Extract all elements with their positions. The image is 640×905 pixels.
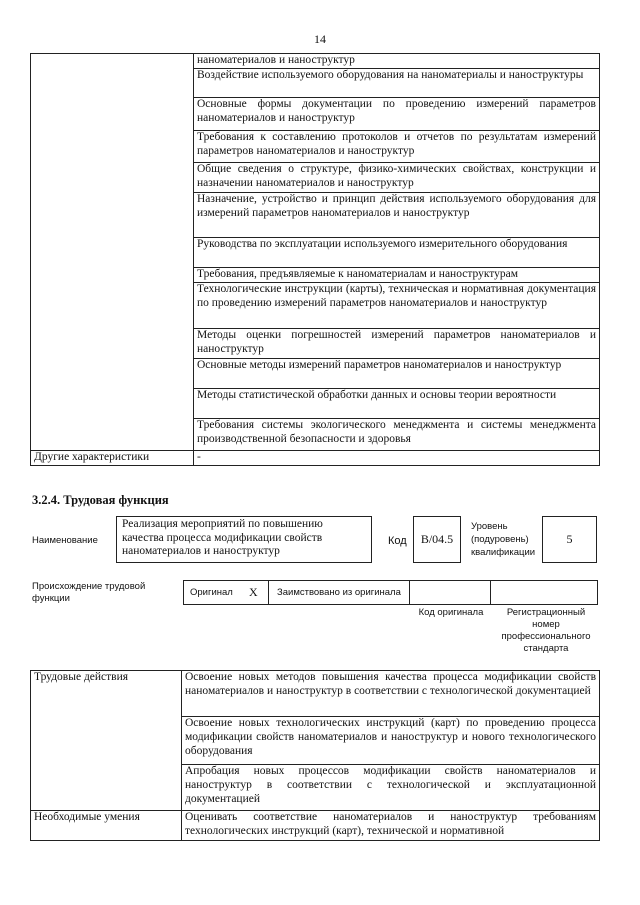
knowledge-item: наноматериалов и наноструктур xyxy=(194,54,600,69)
knowledge-item: Руководства по эксплуатации используемого измерительного оборудования xyxy=(194,237,600,267)
other-characteristics-label: Другие характеристики xyxy=(31,450,194,465)
skill-item: Оценивать соответствие наноматериалов и наноструктур требованиям технологических инструкций (карт), технической и нормативной xyxy=(182,811,600,841)
knowledge-item: Требования, предъявляемые к наноматериалам и наноструктурам xyxy=(194,267,600,282)
knowledge-item: Назначение, устройство и принцип действия используемого оборудования для измерений параметров наноматериалов и наноструктур xyxy=(194,192,600,237)
actions-label: Трудовые действия xyxy=(31,671,182,811)
borrowed-box xyxy=(268,580,410,605)
knowledge-item: Воздействие используемого оборудования на наноматериалы и наноструктуры xyxy=(194,68,600,97)
page-number: 14 xyxy=(314,32,326,46)
borrowed-label: Заимствовано из оригинала xyxy=(277,587,401,598)
level-value-box: 5 xyxy=(542,516,597,563)
function-name-box: Реализация мероприятий по повышению качества процесса модификации свойств наноматериалов и наноструктур xyxy=(116,516,372,563)
name-label: Наименование xyxy=(32,535,98,546)
actions-table xyxy=(30,670,600,841)
action-item: Освоение новых технологических инструкций (карт) по проведению процесса модификации свойств наноматериалов и наноструктур и нового технологического оборудования xyxy=(182,717,600,765)
knowledge-item: Методы статистической обработки данных и основы теории вероятности xyxy=(194,388,600,418)
knowledge-item: Основные формы документации по проведению измерений параметров наноматериалов и наноструктур xyxy=(194,97,600,130)
knowledge-item: Технологические инструкции (карты), техническая и нормативная документация по проведению измерений параметров наноматериалов и наноструктур xyxy=(194,282,600,328)
original-mark: X xyxy=(249,585,258,599)
origin-label: Происхождение трудовой функции xyxy=(32,581,146,604)
knowledge-item: Требования к составлению протоколов и отчетов по результатам измерений параметров наноматериалов и наноструктур xyxy=(194,130,600,162)
action-item: Апробация новых процессов модификации свойств наноматериалов и наноструктур в соответствии с технологической и эксплуатационной документацией xyxy=(182,765,600,811)
section-title: 3.2.4. Трудовая функция xyxy=(32,493,169,507)
code-original-caption: Код оригинала xyxy=(418,607,484,618)
other-characteristics-value: - xyxy=(194,450,600,465)
code-original-box xyxy=(409,580,491,605)
function-code-box: B/04.5 xyxy=(413,516,461,563)
knowledge-item: Требования системы экологического менеджмента и системы менеджмента производственной безопасности и здоровья xyxy=(194,418,600,450)
original-box xyxy=(183,580,269,605)
skills-label: Необходимые умения xyxy=(31,811,182,841)
original-label: Оригинал xyxy=(190,587,233,598)
knowledge-table xyxy=(30,53,600,466)
knowledge-item: Общие сведения о структуре, физико-химических свойствах, конструкции и назначении наноматериалов и наноструктур xyxy=(194,162,600,192)
knowledge-label-cell xyxy=(31,54,194,451)
level-label: Уровень (подуровень) квалификации xyxy=(471,521,536,558)
action-item: Освоение новых методов повышения качества процесса модификации свойств наноматериалов и наноструктур в соответствии с технологической документацией xyxy=(182,671,600,717)
knowledge-item: Основные методы измерений параметров наноматериалов и наноструктур xyxy=(194,358,600,388)
code-label: Код xyxy=(388,535,407,547)
knowledge-item: Методы оценки погрешностей измерений параметров наноматериалов и наноструктур xyxy=(194,328,600,358)
reg-number-caption: Регистрационный номер профессионального стандарта xyxy=(501,607,591,654)
reg-number-box xyxy=(490,580,598,605)
